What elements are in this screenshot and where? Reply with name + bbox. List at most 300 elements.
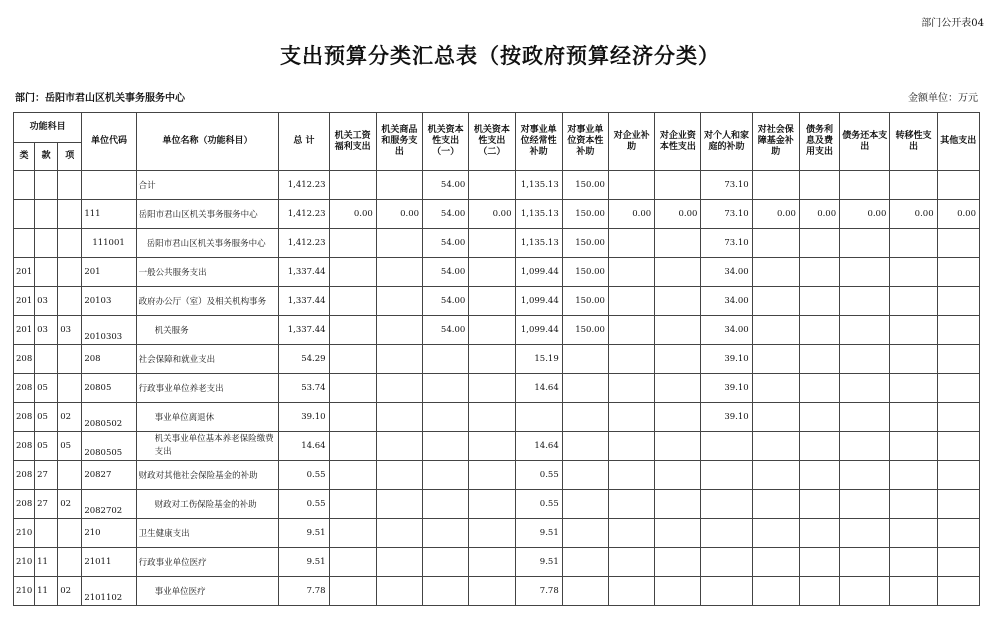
cell-amount bbox=[890, 490, 937, 519]
cell-amount bbox=[840, 229, 890, 258]
cell-xiang: 05 bbox=[58, 432, 82, 461]
cell-amount: 150.00 bbox=[562, 287, 608, 316]
table-row bbox=[14, 345, 980, 374]
cell-amount bbox=[329, 403, 376, 432]
cell-amount bbox=[752, 374, 799, 403]
cell-kuan: 03 bbox=[35, 316, 58, 345]
cell-amount bbox=[469, 345, 515, 374]
cell-amount bbox=[469, 490, 515, 519]
cell-amount bbox=[655, 258, 701, 287]
cell-xiang bbox=[58, 229, 82, 258]
cell-unit-code: 2101102 bbox=[82, 577, 136, 606]
cell-amount bbox=[890, 577, 937, 606]
cell-xiang bbox=[58, 461, 82, 490]
cell-amount bbox=[608, 519, 654, 548]
cell-lei: 208 bbox=[14, 345, 35, 374]
cell-amount bbox=[655, 229, 701, 258]
cell-amount bbox=[937, 461, 979, 490]
cell-amount bbox=[329, 345, 376, 374]
cell-amount bbox=[937, 519, 979, 548]
cell-unit-name: 财政对工伤保险基金的补助 bbox=[136, 490, 279, 519]
header-xiang: 项 bbox=[58, 143, 82, 171]
table-row bbox=[14, 519, 980, 548]
cell-lei: 201 bbox=[14, 316, 35, 345]
cell-lei: 208 bbox=[14, 374, 35, 403]
cell-unit-code: 208 bbox=[82, 345, 136, 374]
cell-amount bbox=[840, 287, 890, 316]
cell-xiang bbox=[58, 258, 82, 287]
cell-amount: 54.00 bbox=[423, 258, 469, 287]
cell-amount: 39.10 bbox=[701, 403, 752, 432]
cell-amount bbox=[655, 490, 701, 519]
cell-unit-name: 财政对其他社会保险基金的补助 bbox=[136, 461, 279, 490]
cell-unit-code bbox=[82, 171, 136, 200]
cell-amount bbox=[423, 577, 469, 606]
cell-unit-code: 20827 bbox=[82, 461, 136, 490]
amount-unit-label: 金额单位：万元 bbox=[908, 93, 978, 104]
header-c5: 对事业单位经常性补助 bbox=[515, 113, 562, 171]
cell-xiang bbox=[58, 200, 82, 229]
cell-amount bbox=[890, 287, 937, 316]
cell-kuan bbox=[35, 229, 58, 258]
cell-amount: 73.10 bbox=[701, 171, 752, 200]
cell-amount bbox=[701, 548, 752, 577]
cell-amount bbox=[799, 519, 839, 548]
cell-total: 1,337.44 bbox=[279, 316, 329, 345]
cell-amount: 15.19 bbox=[515, 345, 562, 374]
cell-amount: 0.00 bbox=[329, 200, 376, 229]
cell-amount bbox=[937, 577, 979, 606]
cell-amount bbox=[329, 316, 376, 345]
cell-amount: 1,099.44 bbox=[515, 287, 562, 316]
cell-amount bbox=[752, 171, 799, 200]
cell-amount bbox=[329, 490, 376, 519]
cell-amount bbox=[423, 374, 469, 403]
cell-total: 7.78 bbox=[279, 577, 329, 606]
cell-amount bbox=[752, 229, 799, 258]
cell-amount bbox=[329, 171, 376, 200]
cell-amount bbox=[890, 403, 937, 432]
table-row bbox=[14, 287, 980, 316]
page-title: 支出预算分类汇总表（按政府预算经济分类） bbox=[280, 44, 720, 68]
form-number: 部门公开表04 bbox=[921, 18, 984, 29]
cell-amount: 0.00 bbox=[655, 200, 701, 229]
cell-xiang: 02 bbox=[58, 490, 82, 519]
cell-amount: 39.10 bbox=[701, 345, 752, 374]
header-kuan: 款 bbox=[35, 143, 58, 171]
cell-xiang bbox=[58, 287, 82, 316]
cell-kuan: 11 bbox=[35, 577, 58, 606]
header-c7: 对企业补助 bbox=[608, 113, 654, 171]
cell-amount bbox=[562, 374, 608, 403]
cell-total: 1,337.44 bbox=[279, 287, 329, 316]
cell-total: 1,412.23 bbox=[279, 229, 329, 258]
cell-amount bbox=[562, 519, 608, 548]
cell-amount: 0.00 bbox=[376, 200, 422, 229]
cell-amount bbox=[376, 316, 422, 345]
cell-lei bbox=[14, 200, 35, 229]
cell-amount bbox=[608, 345, 654, 374]
table-row bbox=[14, 577, 980, 606]
header-c12: 债务还本支出 bbox=[840, 113, 890, 171]
cell-amount bbox=[799, 229, 839, 258]
cell-amount bbox=[329, 229, 376, 258]
cell-amount bbox=[655, 345, 701, 374]
cell-kuan bbox=[35, 200, 58, 229]
cell-amount bbox=[562, 461, 608, 490]
cell-kuan: 27 bbox=[35, 461, 58, 490]
cell-amount bbox=[469, 258, 515, 287]
cell-amount bbox=[890, 374, 937, 403]
cell-amount bbox=[890, 432, 937, 461]
table-row bbox=[14, 403, 980, 432]
cell-amount bbox=[608, 171, 654, 200]
cell-amount bbox=[376, 490, 422, 519]
cell-lei: 201 bbox=[14, 258, 35, 287]
cell-amount bbox=[376, 432, 422, 461]
cell-amount bbox=[937, 403, 979, 432]
cell-amount bbox=[890, 258, 937, 287]
cell-amount: 39.10 bbox=[701, 374, 752, 403]
header-unit-name: 单位名称（功能科目） bbox=[136, 113, 279, 171]
cell-amount bbox=[799, 548, 839, 577]
cell-amount bbox=[752, 461, 799, 490]
cell-unit-code: 20103 bbox=[82, 287, 136, 316]
header-c3: 机关资本性支出（一） bbox=[423, 113, 469, 171]
cell-xiang: 02 bbox=[58, 403, 82, 432]
header-c2: 机关商品和服务支出 bbox=[376, 113, 422, 171]
cell-amount bbox=[376, 548, 422, 577]
cell-amount bbox=[655, 374, 701, 403]
cell-amount bbox=[752, 490, 799, 519]
cell-lei bbox=[14, 171, 35, 200]
cell-amount bbox=[840, 316, 890, 345]
cell-amount bbox=[937, 490, 979, 519]
cell-amount: 54.00 bbox=[423, 200, 469, 229]
cell-amount: 0.00 bbox=[752, 200, 799, 229]
department-label: 部门：岳阳市君山区机关事务服务中心 bbox=[15, 93, 185, 104]
cell-unit-name: 机关服务 bbox=[136, 316, 279, 345]
cell-kuan bbox=[35, 258, 58, 287]
cell-xiang bbox=[58, 345, 82, 374]
cell-xiang: 03 bbox=[58, 316, 82, 345]
cell-amount bbox=[752, 258, 799, 287]
cell-unit-code: 21011 bbox=[82, 548, 136, 577]
cell-amount bbox=[469, 577, 515, 606]
cell-amount bbox=[423, 461, 469, 490]
cell-amount bbox=[655, 432, 701, 461]
cell-amount bbox=[423, 345, 469, 374]
cell-amount bbox=[890, 345, 937, 374]
cell-amount bbox=[840, 519, 890, 548]
cell-amount: 0.00 bbox=[890, 200, 937, 229]
cell-unit-name: 合计 bbox=[136, 171, 279, 200]
cell-amount bbox=[423, 490, 469, 519]
cell-amount bbox=[608, 403, 654, 432]
cell-amount bbox=[469, 374, 515, 403]
cell-lei: 201 bbox=[14, 287, 35, 316]
cell-amount bbox=[376, 229, 422, 258]
cell-kuan: 05 bbox=[35, 403, 58, 432]
cell-amount bbox=[655, 519, 701, 548]
cell-amount: 9.51 bbox=[515, 548, 562, 577]
cell-amount: 0.00 bbox=[469, 200, 515, 229]
cell-lei: 210 bbox=[14, 548, 35, 577]
cell-amount bbox=[469, 432, 515, 461]
cell-amount bbox=[329, 258, 376, 287]
header-c9: 对个人和家庭的补助 bbox=[701, 113, 752, 171]
cell-lei: 210 bbox=[14, 577, 35, 606]
cell-amount bbox=[890, 229, 937, 258]
cell-amount bbox=[937, 229, 979, 258]
cell-amount: 73.10 bbox=[701, 229, 752, 258]
cell-amount bbox=[423, 519, 469, 548]
cell-amount bbox=[655, 461, 701, 490]
header-c4: 机关资本性支出（二） bbox=[469, 113, 515, 171]
cell-amount bbox=[329, 519, 376, 548]
cell-kuan: 27 bbox=[35, 490, 58, 519]
cell-total: 0.55 bbox=[279, 490, 329, 519]
cell-amount bbox=[608, 432, 654, 461]
cell-amount bbox=[608, 461, 654, 490]
header-c13: 转移性支出 bbox=[890, 113, 937, 171]
cell-amount bbox=[799, 490, 839, 519]
cell-amount bbox=[799, 345, 839, 374]
cell-amount bbox=[890, 519, 937, 548]
cell-total: 1,412.23 bbox=[279, 200, 329, 229]
cell-amount bbox=[376, 171, 422, 200]
cell-amount bbox=[799, 316, 839, 345]
cell-amount bbox=[655, 171, 701, 200]
cell-amount: 54.00 bbox=[423, 287, 469, 316]
cell-total: 9.51 bbox=[279, 548, 329, 577]
table-row bbox=[14, 258, 980, 287]
cell-kuan: 05 bbox=[35, 432, 58, 461]
cell-unit-code: 2082702 bbox=[82, 490, 136, 519]
cell-amount bbox=[752, 519, 799, 548]
table-row bbox=[14, 490, 980, 519]
cell-kuan bbox=[35, 171, 58, 200]
cell-amount bbox=[562, 345, 608, 374]
cell-amount: 150.00 bbox=[562, 229, 608, 258]
cell-unit-code: 20805 bbox=[82, 374, 136, 403]
cell-amount bbox=[937, 171, 979, 200]
cell-amount bbox=[799, 403, 839, 432]
cell-amount bbox=[937, 316, 979, 345]
cell-amount: 150.00 bbox=[562, 316, 608, 345]
cell-amount bbox=[376, 287, 422, 316]
cell-amount bbox=[562, 403, 608, 432]
cell-lei: 210 bbox=[14, 519, 35, 548]
table-row bbox=[14, 432, 980, 461]
cell-amount bbox=[469, 229, 515, 258]
cell-amount: 150.00 bbox=[562, 171, 608, 200]
cell-unit-name: 岳阳市君山区机关事务服务中心 bbox=[136, 200, 279, 229]
cell-amount bbox=[423, 432, 469, 461]
cell-kuan bbox=[35, 345, 58, 374]
table-row bbox=[14, 374, 980, 403]
cell-total: 1,412.23 bbox=[279, 171, 329, 200]
cell-amount bbox=[329, 374, 376, 403]
table-row bbox=[14, 461, 980, 490]
cell-amount bbox=[562, 490, 608, 519]
cell-amount: 54.00 bbox=[423, 171, 469, 200]
table-row bbox=[14, 316, 980, 345]
cell-xiang: 02 bbox=[58, 577, 82, 606]
cell-amount bbox=[799, 287, 839, 316]
table-body bbox=[14, 171, 980, 606]
cell-amount bbox=[701, 490, 752, 519]
cell-amount: 34.00 bbox=[701, 258, 752, 287]
cell-unit-name: 岳阳市君山区机关事务服务中心 bbox=[136, 229, 279, 258]
cell-amount bbox=[937, 432, 979, 461]
cell-amount: 1,099.44 bbox=[515, 258, 562, 287]
cell-xiang bbox=[58, 171, 82, 200]
cell-amount bbox=[608, 258, 654, 287]
cell-lei: 208 bbox=[14, 490, 35, 519]
cell-amount bbox=[376, 258, 422, 287]
cell-amount bbox=[655, 577, 701, 606]
cell-amount bbox=[608, 374, 654, 403]
cell-amount: 1,135.13 bbox=[515, 229, 562, 258]
cell-kuan bbox=[35, 519, 58, 548]
cell-amount bbox=[376, 519, 422, 548]
cell-total: 39.10 bbox=[279, 403, 329, 432]
cell-amount bbox=[608, 577, 654, 606]
cell-amount bbox=[329, 548, 376, 577]
cell-amount bbox=[752, 316, 799, 345]
cell-amount bbox=[329, 432, 376, 461]
cell-amount bbox=[752, 577, 799, 606]
header-c1: 机关工资福利支出 bbox=[329, 113, 376, 171]
cell-amount bbox=[376, 374, 422, 403]
cell-unit-code: 2010303 bbox=[82, 316, 136, 345]
cell-unit-code: 2080502 bbox=[82, 403, 136, 432]
cell-unit-name: 机关事业单位基本养老保险缴费支出 bbox=[136, 432, 279, 461]
table-row bbox=[14, 548, 980, 577]
cell-amount bbox=[840, 461, 890, 490]
cell-amount: 1,135.13 bbox=[515, 200, 562, 229]
cell-total: 14.64 bbox=[279, 432, 329, 461]
cell-amount bbox=[937, 374, 979, 403]
cell-amount bbox=[840, 548, 890, 577]
cell-amount: 54.00 bbox=[423, 316, 469, 345]
cell-lei: 208 bbox=[14, 432, 35, 461]
cell-total: 9.51 bbox=[279, 519, 329, 548]
cell-amount bbox=[469, 548, 515, 577]
cell-xiang bbox=[58, 374, 82, 403]
header-c8: 对企业资本性支出 bbox=[655, 113, 701, 171]
cell-amount bbox=[562, 548, 608, 577]
table-row bbox=[14, 229, 980, 258]
cell-total: 0.55 bbox=[279, 461, 329, 490]
cell-amount bbox=[469, 316, 515, 345]
cell-amount bbox=[752, 548, 799, 577]
cell-kuan: 11 bbox=[35, 548, 58, 577]
cell-amount bbox=[799, 374, 839, 403]
cell-amount bbox=[469, 287, 515, 316]
cell-amount bbox=[840, 432, 890, 461]
cell-amount bbox=[608, 490, 654, 519]
cell-amount bbox=[701, 519, 752, 548]
cell-kuan: 05 bbox=[35, 374, 58, 403]
cell-unit-name: 卫生健康支出 bbox=[136, 519, 279, 548]
cell-amount bbox=[701, 577, 752, 606]
cell-amount bbox=[376, 403, 422, 432]
cell-amount bbox=[376, 577, 422, 606]
cell-amount bbox=[799, 258, 839, 287]
cell-amount: 0.00 bbox=[799, 200, 839, 229]
cell-amount bbox=[701, 461, 752, 490]
cell-amount: 1,099.44 bbox=[515, 316, 562, 345]
cell-amount bbox=[890, 171, 937, 200]
cell-amount bbox=[329, 287, 376, 316]
cell-amount bbox=[937, 345, 979, 374]
cell-amount: 34.00 bbox=[701, 316, 752, 345]
cell-amount bbox=[655, 287, 701, 316]
cell-amount: 0.00 bbox=[840, 200, 890, 229]
header-total: 总 计 bbox=[279, 113, 329, 171]
header-c14: 其他支出 bbox=[937, 113, 979, 171]
header-unit-code: 单位代码 bbox=[82, 113, 136, 171]
cell-amount bbox=[469, 171, 515, 200]
cell-amount: 73.10 bbox=[701, 200, 752, 229]
cell-amount: 0.00 bbox=[937, 200, 979, 229]
cell-amount bbox=[937, 548, 979, 577]
cell-amount bbox=[329, 577, 376, 606]
cell-amount: 0.55 bbox=[515, 461, 562, 490]
cell-amount bbox=[329, 461, 376, 490]
cell-amount bbox=[890, 316, 937, 345]
cell-amount bbox=[423, 403, 469, 432]
cell-amount bbox=[799, 171, 839, 200]
cell-unit-code: 111001 bbox=[82, 229, 136, 258]
cell-unit-code: 2080505 bbox=[82, 432, 136, 461]
cell-amount bbox=[608, 229, 654, 258]
cell-lei bbox=[14, 229, 35, 258]
cell-amount bbox=[752, 403, 799, 432]
cell-amount bbox=[608, 287, 654, 316]
cell-lei: 208 bbox=[14, 403, 35, 432]
table-row bbox=[14, 200, 980, 229]
cell-amount bbox=[655, 403, 701, 432]
cell-unit-code: 201 bbox=[82, 258, 136, 287]
cell-amount bbox=[562, 432, 608, 461]
cell-amount bbox=[937, 287, 979, 316]
cell-amount: 0.55 bbox=[515, 490, 562, 519]
cell-amount bbox=[608, 548, 654, 577]
cell-amount: 150.00 bbox=[562, 258, 608, 287]
cell-amount bbox=[376, 461, 422, 490]
cell-amount bbox=[840, 490, 890, 519]
cell-unit-name: 行政事业单位养老支出 bbox=[136, 374, 279, 403]
cell-amount bbox=[840, 374, 890, 403]
cell-amount bbox=[890, 461, 937, 490]
cell-amount bbox=[376, 345, 422, 374]
cell-amount bbox=[840, 258, 890, 287]
cell-amount bbox=[752, 287, 799, 316]
cell-unit-name: 行政事业单位医疗 bbox=[136, 548, 279, 577]
table-row bbox=[14, 171, 980, 200]
cell-amount bbox=[515, 403, 562, 432]
cell-amount bbox=[655, 548, 701, 577]
cell-amount: 1,135.13 bbox=[515, 171, 562, 200]
header-lei: 类 bbox=[14, 143, 35, 171]
cell-amount bbox=[469, 403, 515, 432]
cell-amount: 14.64 bbox=[515, 374, 562, 403]
cell-amount bbox=[799, 432, 839, 461]
cell-amount: 14.64 bbox=[515, 432, 562, 461]
